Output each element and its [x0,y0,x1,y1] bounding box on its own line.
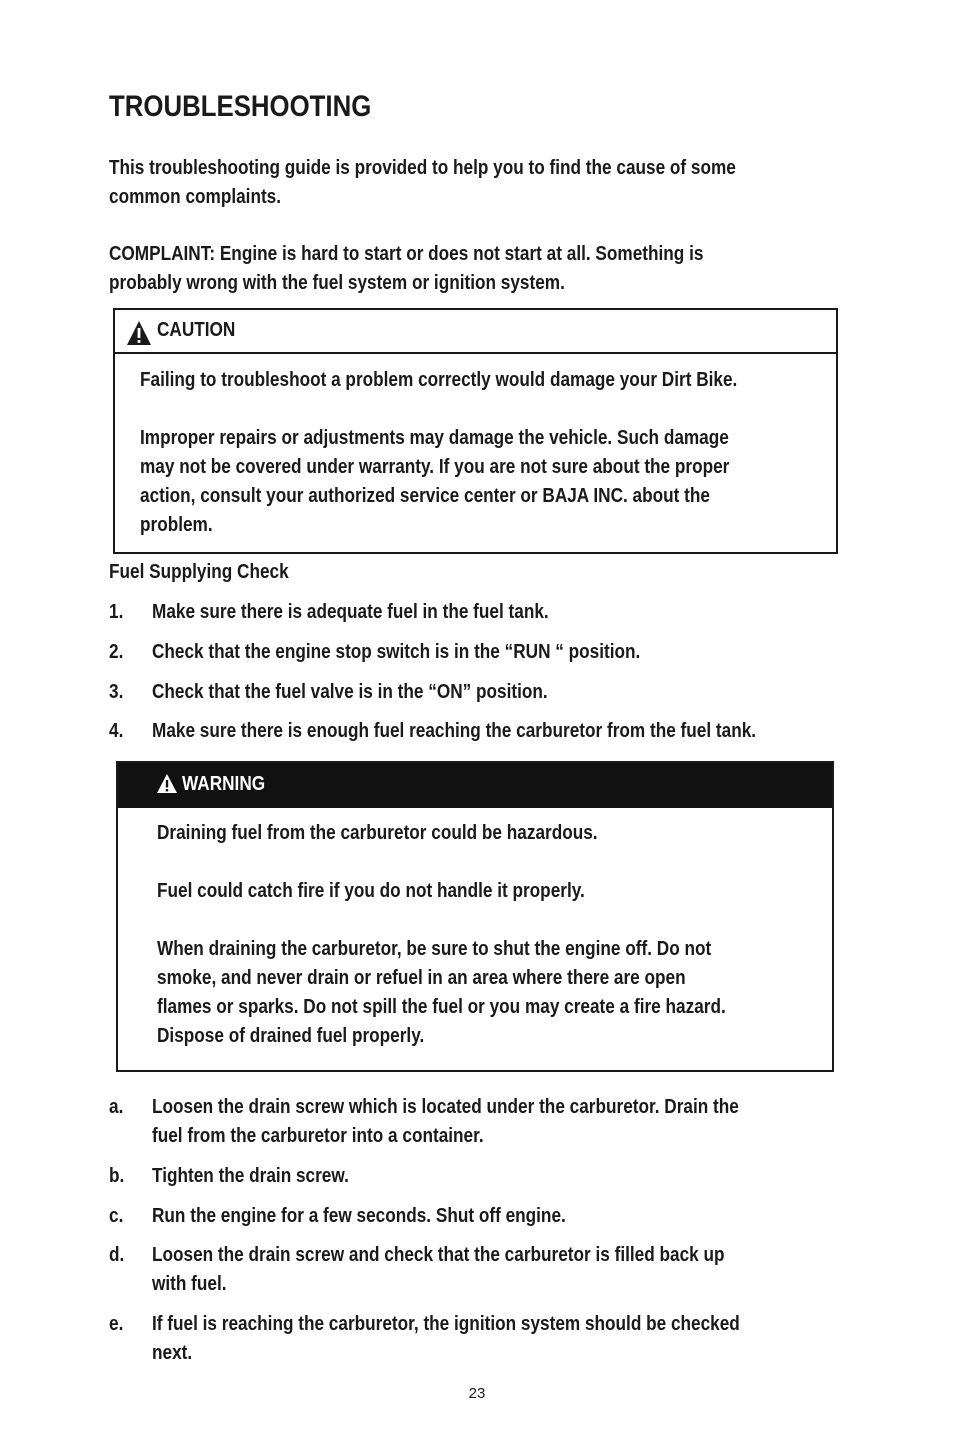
step-text: next. [152,1342,193,1364]
list-item-number: 2. [109,641,124,663]
fuel-check-heading: Fuel Supplying Check [109,561,289,583]
caution-label: CAUTION [157,319,236,341]
step-text: Loosen the drain screw which is located under the carburetor. Drain the [152,1096,739,1118]
caution-text: Improper repairs or adjustments may damage the vehicle. Such damage [140,427,729,449]
step-label: a. [109,1096,124,1118]
warning-box [116,761,834,1072]
warning-header [118,763,832,808]
step-text: with fuel. [152,1273,227,1295]
caution-text: Failing to troubleshoot a problem correctly would damage your Dirt Bike. [140,369,738,391]
warning-text: Draining fuel from the carburetor could be hazardous. [157,822,598,844]
complaint-line: probably wrong with the fuel system or ignition system. [109,272,565,294]
caution-text: problem. [140,514,213,536]
list-item-text: Make sure there is enough fuel reaching the carburetor from the fuel tank. [152,720,757,742]
step-text: Run the engine for a few seconds. Shut off engine. [152,1205,566,1227]
list-item-number: 3. [109,681,124,703]
warning-text: Fuel could catch fire if you do not handle it properly. [157,880,585,902]
page-number: 23 [468,1385,486,1402]
warning-triangle-icon [126,320,152,346]
step-label: e. [109,1313,124,1335]
step-text: Tighten the drain screw. [152,1165,349,1187]
warning-label: WARNING [182,773,266,795]
warning-text: smoke, and never drain or refuel in an area where there are open [157,967,686,989]
step-label: b. [109,1165,125,1187]
step-text: fuel from the carburetor into a container. [152,1125,484,1147]
intro-line: common complaints. [109,186,282,208]
intro-line: This troubleshooting guide is provided to help you to find the cause of some [109,157,736,179]
warning-text: flames or sparks. Do not spill the fuel or you may create a fire hazard. [157,996,726,1018]
complaint-line: COMPLAINT: Engine is hard to start or does not start at all. Something is [109,243,704,265]
list-item-number: 4. [109,720,124,742]
warning-triangle-icon [156,773,178,794]
step-text: If fuel is reaching the carburetor, the ignition system should be checked [152,1313,740,1335]
list-item-text: Check that the engine stop switch is in the “RUN “ position. [152,641,641,663]
list-item-text: Make sure there is adequate fuel in the fuel tank. [152,601,549,623]
step-label: d. [109,1244,125,1266]
list-item-number: 1. [109,601,124,623]
list-item-text: Check that the fuel valve is in the “ON” position. [152,681,548,703]
warning-text: When draining the carburetor, be sure to shut the engine off. Do not [157,938,712,960]
page-title: TROUBLESHOOTING [109,90,372,123]
caution-text: may not be covered under warranty. If you are not sure about the proper [140,456,730,478]
caution-box [113,308,838,554]
step-label: c. [109,1205,124,1227]
warning-text: Dispose of drained fuel properly. [157,1025,425,1047]
step-text: Loosen the drain screw and check that the carburetor is filled back up [152,1244,725,1266]
caution-header [115,310,836,354]
caution-text: action, consult your authorized service center or BAJA INC. about the [140,485,710,507]
